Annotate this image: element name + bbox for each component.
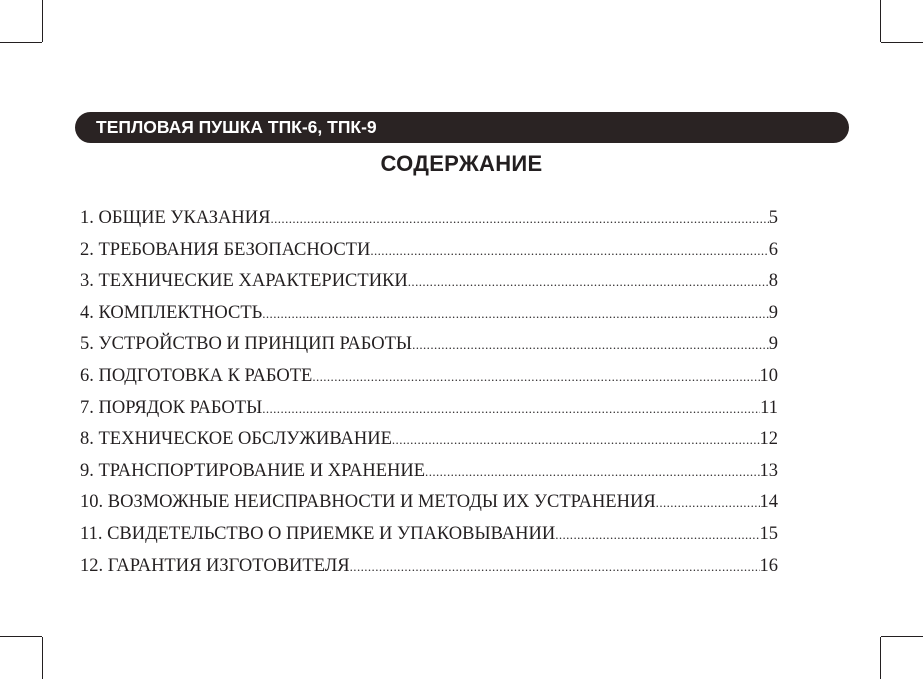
toc-entry-page: 16 <box>759 555 778 576</box>
toc-entry <box>80 266 778 298</box>
header-banner <box>75 112 849 143</box>
crop-mark-top-right-vertical <box>880 0 881 42</box>
toc-leader-dots <box>425 456 759 488</box>
toc-entry <box>80 298 778 330</box>
toc-entry-page: 15 <box>759 523 778 544</box>
toc-entry-label: 5. УСТРОЙСТВО И ПРИНЦИП РАБОТЫ <box>80 334 413 355</box>
toc-entry <box>80 424 778 456</box>
toc-entry-page: 8 <box>768 271 778 292</box>
crop-mark-bottom-right-vertical <box>880 637 881 679</box>
toc-entry <box>80 361 778 393</box>
toc-leader-dots <box>656 487 760 519</box>
toc-leader-dots <box>392 424 760 456</box>
toc-entry-page: 9 <box>768 334 778 355</box>
toc-leader-dots <box>555 519 759 551</box>
toc-entry-label: 9. ТРАНСПОРТИРОВАНИЕ И ХРАНЕНИЕ <box>80 460 426 481</box>
table-of-contents <box>80 203 778 582</box>
toc-entry-page: 11 <box>760 397 778 418</box>
toc-leader-dots <box>270 203 768 235</box>
toc-entry-page: 10 <box>759 365 778 386</box>
toc-entry-label: 11. СВИДЕТЕЛЬСТВО О ПРИЕМКЕ И УПАКОВЫВАНИИ <box>80 523 556 544</box>
toc-entry-label: 10. ВОЗМОЖНЫЕ НЕИСПРАВНОСТИ И МЕТОДЫ ИХ УСТРАНЕНИЯ <box>80 492 656 513</box>
crop-mark-top-right-horizontal <box>881 42 923 43</box>
toc-leader-dots <box>412 329 769 361</box>
toc-leader-dots <box>350 551 760 583</box>
toc-entry-page: 12 <box>759 429 778 450</box>
toc-entry-page: 14 <box>759 492 778 513</box>
toc-entry <box>80 329 778 361</box>
toc-entry-label: 7. ПОРЯДОК РАБОТЫ <box>80 397 263 418</box>
crop-mark-top-left-vertical <box>42 0 43 42</box>
crop-mark-bottom-left-horizontal <box>0 636 42 637</box>
toc-leader-dots <box>262 393 760 425</box>
toc-entry <box>80 456 778 488</box>
toc-entry-page: 5 <box>768 208 778 228</box>
toc-entry-label: 12. ГАРАНТИЯ ИЗГОТОВИТЕЛЯ <box>80 555 350 576</box>
crop-mark-bottom-left-vertical <box>42 637 43 679</box>
toc-entry <box>80 203 778 235</box>
toc-entry-label: 4. КОМПЛЕКТНОСТЬ <box>80 302 263 323</box>
toc-entry-label: 3. ТЕХНИЧЕСКИЕ ХАРАКТЕРИСТИКИ <box>80 271 408 292</box>
toc-entry <box>80 551 778 583</box>
toc-entry-page: 6 <box>768 239 778 260</box>
crop-mark-bottom-right-horizontal <box>881 636 923 637</box>
toc-entry <box>80 235 778 267</box>
toc-entry-label: 8. ТЕХНИЧЕСКОЕ ОБСЛУЖИВАНИЕ <box>80 429 392 450</box>
toc-entry <box>80 393 778 425</box>
toc-entry-page: 9 <box>768 302 778 323</box>
toc-leader-dots <box>408 266 769 298</box>
crop-mark-top-left-horizontal <box>0 42 42 43</box>
toc-entry-label: 6. ПОДГОТОВКА К РАБОТЕ <box>80 365 313 386</box>
toc-leader-dots <box>312 361 759 393</box>
toc-entry-page: 13 <box>759 460 778 481</box>
page-title: СОДЕРЖАНИЕ <box>380 151 543 176</box>
toc-leader-dots <box>262 298 769 330</box>
toc-entry <box>80 519 778 551</box>
toc-leader-dots <box>370 235 768 267</box>
toc-entry-label: 1. ОБЩИЕ УКАЗАНИЯ <box>80 208 271 228</box>
banner-title: ТЕПЛОВАЯ ПУШКА ТПК-6, ТПК-9 <box>96 117 377 137</box>
toc-entry-label: 2. ТРЕБОВАНИЯ БЕЗОПАСНОСТИ <box>80 239 371 260</box>
toc-entry <box>80 487 778 519</box>
